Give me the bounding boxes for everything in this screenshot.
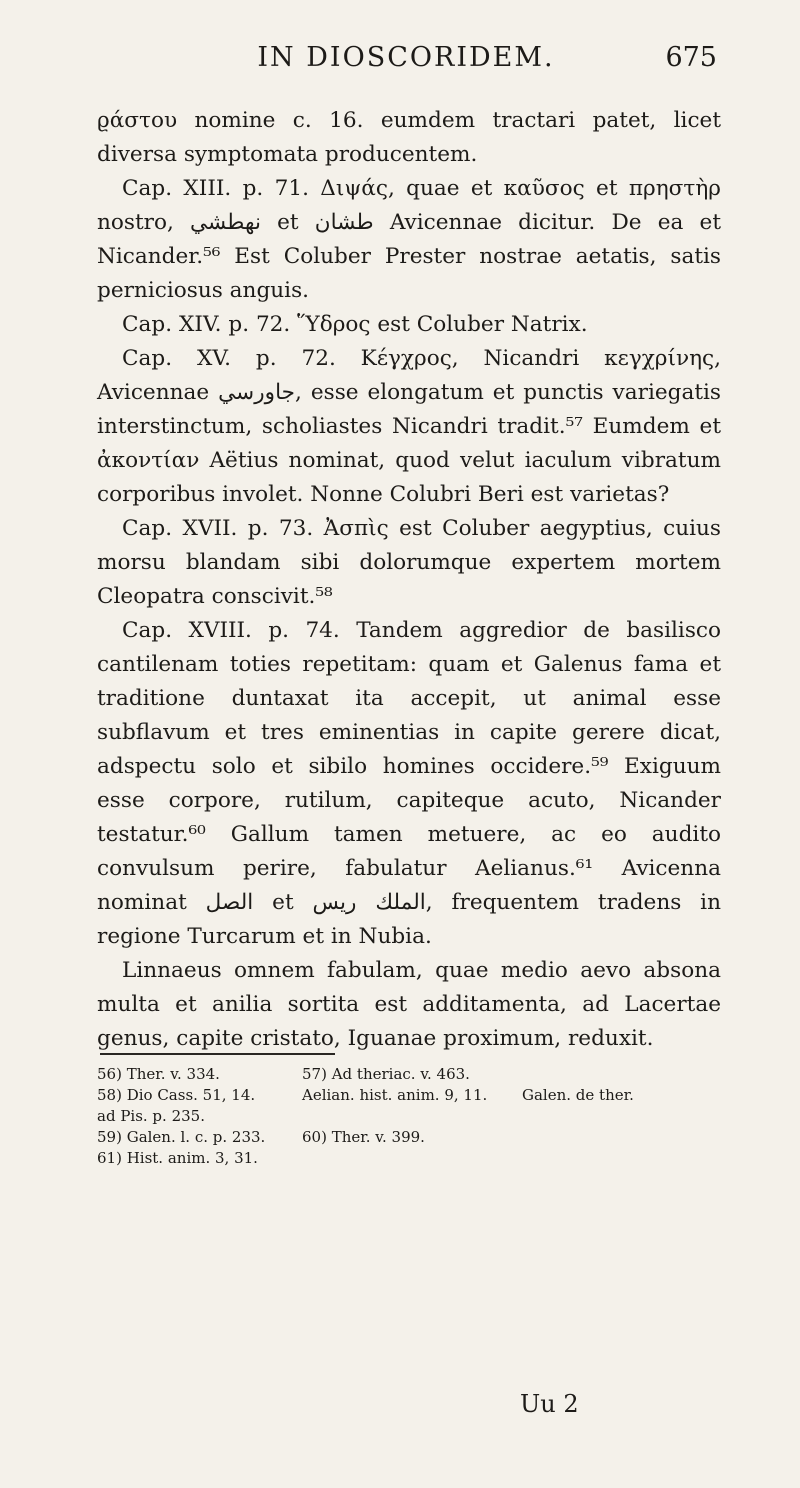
footnote: 57) Ad theriac. v. 463. xyxy=(302,1065,470,1083)
body-text xyxy=(97,104,721,1056)
footnote-row xyxy=(97,1064,721,1085)
footnote: 58) Dio Cass. 51, 14. xyxy=(97,1086,256,1104)
paragraph: Cap. XVII. p. 73. Ἀσπὶς est Coluber aegyptius, cuius morsu blandam sibi dolorumque expertem mortem Cleopatra conscivit.⁵⁸ xyxy=(97,516,721,609)
footnote-row xyxy=(97,1148,721,1169)
footnote xyxy=(302,1148,522,1169)
footnote: Aelian. hist. anim. 9, 11. xyxy=(302,1086,488,1104)
footnote: 61) Hist. anim. 3, 31. xyxy=(97,1149,258,1167)
running-head: IN DIOSCORIDEM. xyxy=(257,42,555,73)
paragraph: Linnaeus omnem fabulam, quae medio aevo absona multa et anilia sortita est additamenta, ad Lacertae genus, capite cristato, Iguanae proximum, reduxit. xyxy=(97,958,721,1051)
footnote-row xyxy=(97,1106,721,1127)
paragraph: Cap. XVIII. p. 74. Tandem aggredior de basilisco cantilenam toties repetitam: quam et Galenus fama et traditione duntaxat ita accepit, ut animal esse subflavum et tres eminentias in capite gerere dicat, adspectu solo et sibilo homines occidere.⁵⁹ Exiguum esse corpore, rutilum, capiteque acuto, Nicander testatur.⁶⁰ Gallum tamen metuere, ac eo audito convulsum perire, fabulatur Aelianus.⁶¹ Avicenna nominat الصل et الملك ريس, frequentem tradens in regione Turcarum et in Nubia. xyxy=(97,618,721,949)
footnote: 56) Ther. v. 334. xyxy=(97,1065,220,1083)
footnote: 60) Ther. v. 399. xyxy=(302,1128,425,1146)
footnote: ad Pis. p. 235. xyxy=(97,1107,205,1125)
page-number: 675 xyxy=(665,42,717,73)
page-header xyxy=(95,42,717,82)
footnote-row xyxy=(97,1127,721,1148)
footnote: Galen. de ther. xyxy=(522,1086,634,1104)
footnote-row xyxy=(97,1085,721,1106)
paragraph: Cap. XIII. p. 71. Διψάς, quae et καῦσος et πρηστὴρ nostro, نهطشي et طشان Avicennae dicitur. De ea et Nicander.⁵⁶ Est Coluber Prester nostrae aetatis, satis perniciosus anguis. xyxy=(97,176,721,303)
footnotes xyxy=(97,1064,721,1169)
paragraph: Cap. XIV. p. 72. Ὕδρος est Coluber Natrix. xyxy=(122,312,588,337)
footnote xyxy=(302,1106,522,1127)
footnote-divider xyxy=(100,1053,335,1055)
paragraph: ϱάστου nomine c. 16. eumdem tractari patet, licet diversa symptomata producentem. xyxy=(97,108,721,167)
paragraph: Cap. XV. p. 72. Κέγχρος, Nicandri κεγχρίνης, Avicennae جاورسي, esse elongatum et punctis variegatis interstinctum, scholiastes Nicandri tradit.⁵⁷ Eumdem et ἀκοντίαν Aëtius nominat, quod velut iaculum vibratum corporibus involet. Nonne Colubri Beri est varietas? xyxy=(97,346,721,507)
signature-mark: Uu 2 xyxy=(520,1390,579,1418)
footnote: 59) Galen. l. c. p. 233. xyxy=(97,1128,266,1146)
